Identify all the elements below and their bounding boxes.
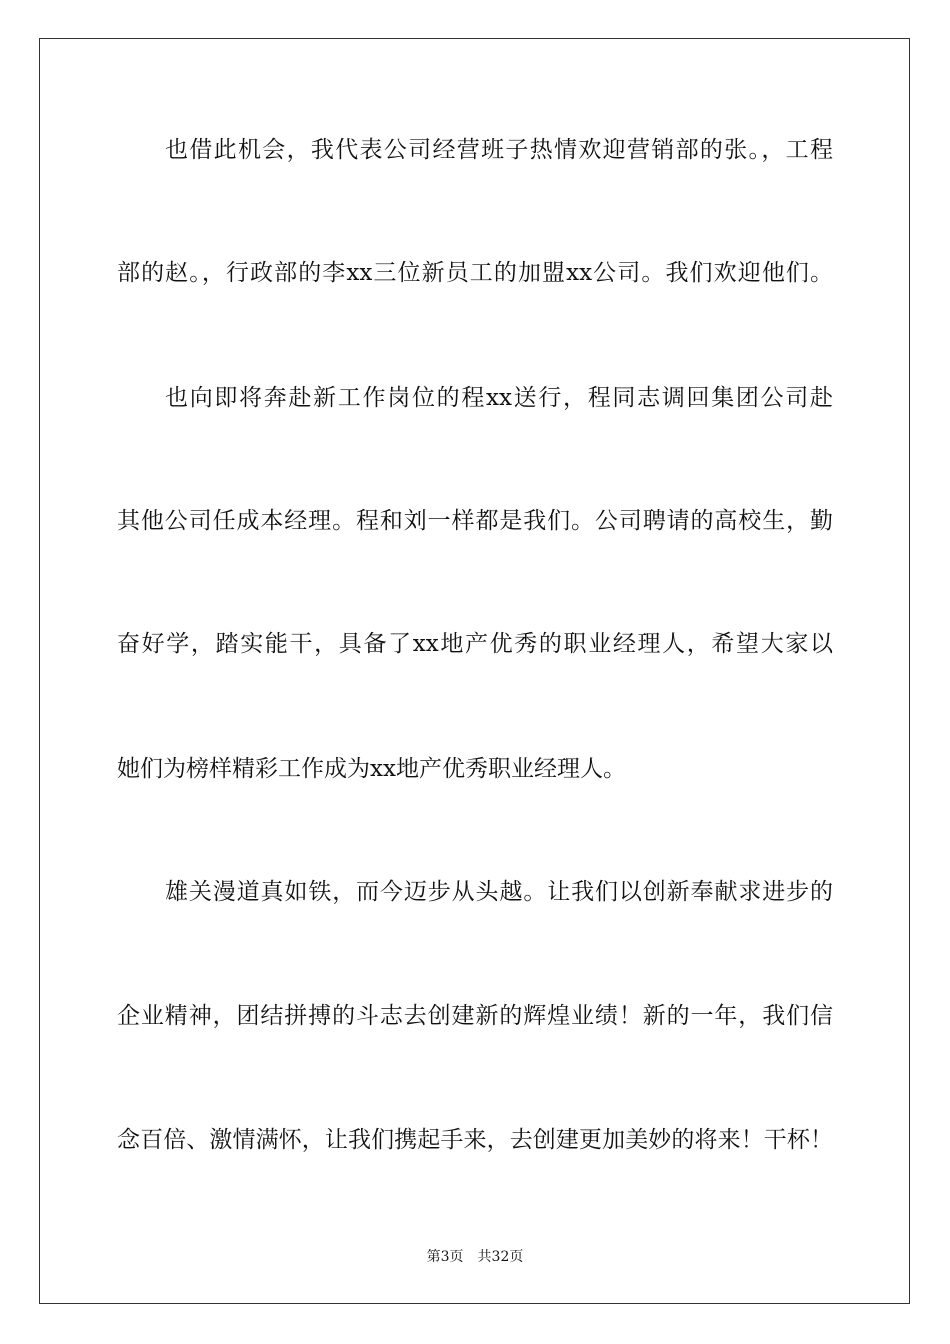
paragraph-2-line-4: 她们为榜样精彩工作成为xx地产优秀职业经理人。: [117, 756, 626, 782]
paragraph-2-line-3: 奋好学，踏实能干，具备了xx地产优秀的职业经理人，希望大家以: [117, 631, 833, 657]
paragraph-3-line-1: 雄关漫道真如铁，而今迈步从头越。让我们以创新奉献求进步的: [165, 879, 833, 905]
paragraph-2-line-1: 也向即将奔赴新工作岗位的程xx送行，程同志调回集团公司赴: [165, 385, 833, 411]
paragraph-3-line-3: 念百倍、激情满怀，让我们携起手来，去创建更加美妙的将来！干杯！: [117, 1127, 833, 1153]
page-number: 第3页: [426, 1249, 464, 1265]
paragraph-3-line-2: 企业精神，团结拼搏的斗志去创建新的辉煌业绩！新的一年，我们信: [117, 1003, 833, 1029]
page-footer: [0, 1248, 950, 1266]
paragraph-1-line-2: 部的赵。，行政部的李xx三位新员工的加盟xx公司。我们欢迎他们。: [117, 260, 833, 286]
paragraph-1-line-1: 也借此机会，我代表公司经营班子热情欢迎营销部的张。，工程: [165, 137, 833, 163]
total-pages: 共32页: [477, 1249, 524, 1265]
page-border: [39, 38, 910, 1304]
paragraph-2-line-2: 其他公司任成本经理。程和刘一样都是我们。公司聘请的高校生，勤: [117, 508, 833, 534]
